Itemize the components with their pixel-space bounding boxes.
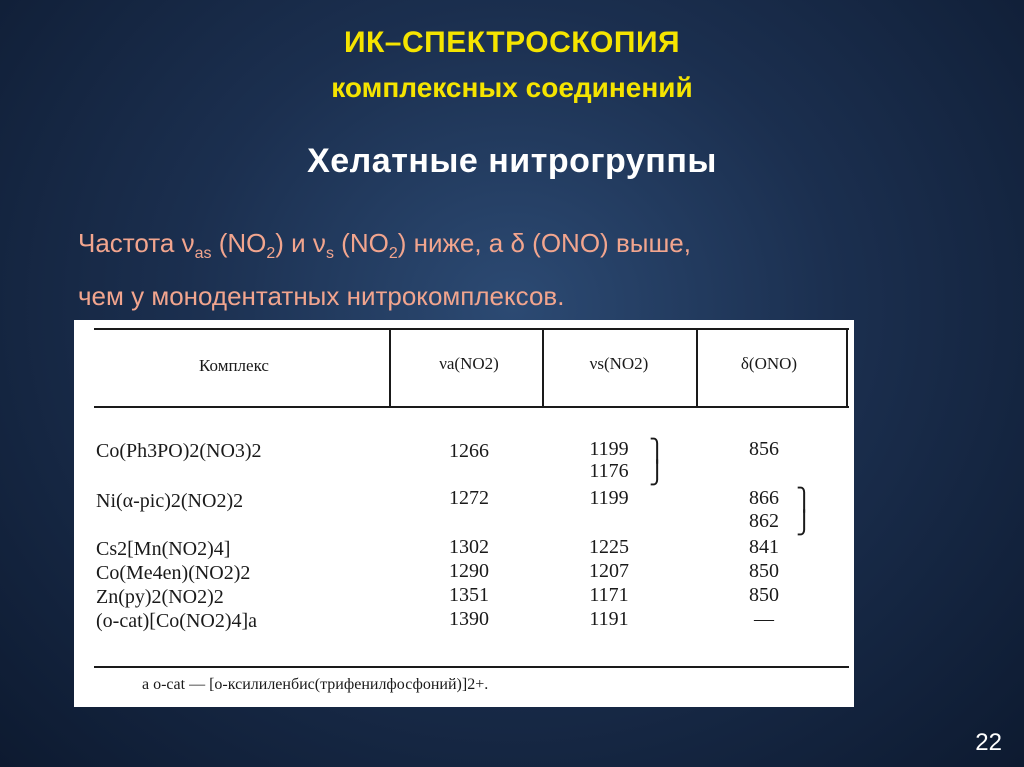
table-cell-delta: —: [754, 608, 774, 630]
column-divider: [542, 328, 544, 408]
table-cell-delta: 862: [749, 510, 779, 532]
description-text: [78, 222, 938, 317]
table-bottom-rule: [94, 666, 849, 668]
table-cell-complex: Co(Ph3PO)2(NO3)2: [96, 440, 262, 462]
slide-title: ИК–СПЕКТРОСКОПИЯ: [343, 26, 681, 59]
table-cell-nu-s: 1207: [589, 560, 629, 582]
table-cell-nu-a: 1290: [449, 560, 489, 582]
spectroscopy-table: [74, 320, 854, 707]
page-number: 22: [975, 729, 1002, 756]
table-top-rule: [94, 328, 849, 330]
brace-mark: ⎫: [649, 438, 666, 463]
table-footnote: a o-cat — [o-ксилиленбис(трифенилфосфоний)]2+.: [142, 676, 489, 693]
slide-subtitle: Хелатные нитрогруппы: [307, 142, 717, 180]
table-cell-nu-a: 1272: [449, 487, 489, 509]
header-nu-a: νa(NO2): [439, 354, 499, 373]
table-cell-nu-a: 1351: [449, 584, 489, 606]
table-cell-complex: Cs2[Mn(NO2)4]: [96, 538, 231, 560]
table-cell-nu-a: 1302: [449, 536, 489, 558]
slide-title-subline: комплексных соединений: [331, 72, 693, 103]
table-cell-complex: Ni(α-pic)2(NO2)2: [96, 490, 244, 512]
table-cell-complex: (o-cat)[Co(NO2)4]a: [96, 610, 258, 632]
description-line-2: чем у монодентатных нитрокомплексов.: [78, 281, 565, 312]
table-cell-delta: 866: [749, 487, 779, 509]
table-cell-nu-a: 1390: [449, 608, 489, 630]
table-cell-complex: Co(Me4en)(NO2)2: [96, 562, 251, 584]
table-cell-delta: 841: [749, 536, 779, 558]
table-cell-nu-s: 1199: [589, 487, 629, 509]
table-cell-delta: 850: [749, 560, 779, 582]
table-cell-nu-s: 1176: [589, 460, 629, 482]
table-cell-nu-s: 1191: [589, 608, 629, 630]
column-divider: [846, 328, 848, 408]
table-header-rule: [94, 406, 849, 408]
table-cell-nu-s: 1225: [589, 536, 629, 558]
header-nu-s: νs(NO2): [589, 354, 649, 373]
table-cell-nu-s: 1171: [589, 584, 629, 606]
table-cell-nu-a: 1266: [449, 440, 489, 462]
column-divider: [389, 328, 391, 408]
brace-mark: ⎫: [796, 487, 813, 512]
table-cell-nu-s: 1199: [589, 438, 629, 460]
brace-mark: ⎭: [796, 510, 813, 535]
description-line-1: Частота $\nu_{as}$ $(NO_2)$ и $\nu_s$ $(NO_2)$ ниже, а δ (ONO) выше,: [78, 228, 691, 263]
table-cell-delta: 856: [749, 438, 779, 460]
table-cell-complex: Zn(py)2(NO2)2: [96, 586, 224, 608]
column-divider: [696, 328, 698, 408]
brace-mark: ⎭: [649, 460, 666, 485]
header-delta: δ(ONO): [740, 354, 798, 373]
table-cell-delta: 850: [749, 584, 779, 606]
header-complex: Комплекс: [199, 356, 269, 375]
